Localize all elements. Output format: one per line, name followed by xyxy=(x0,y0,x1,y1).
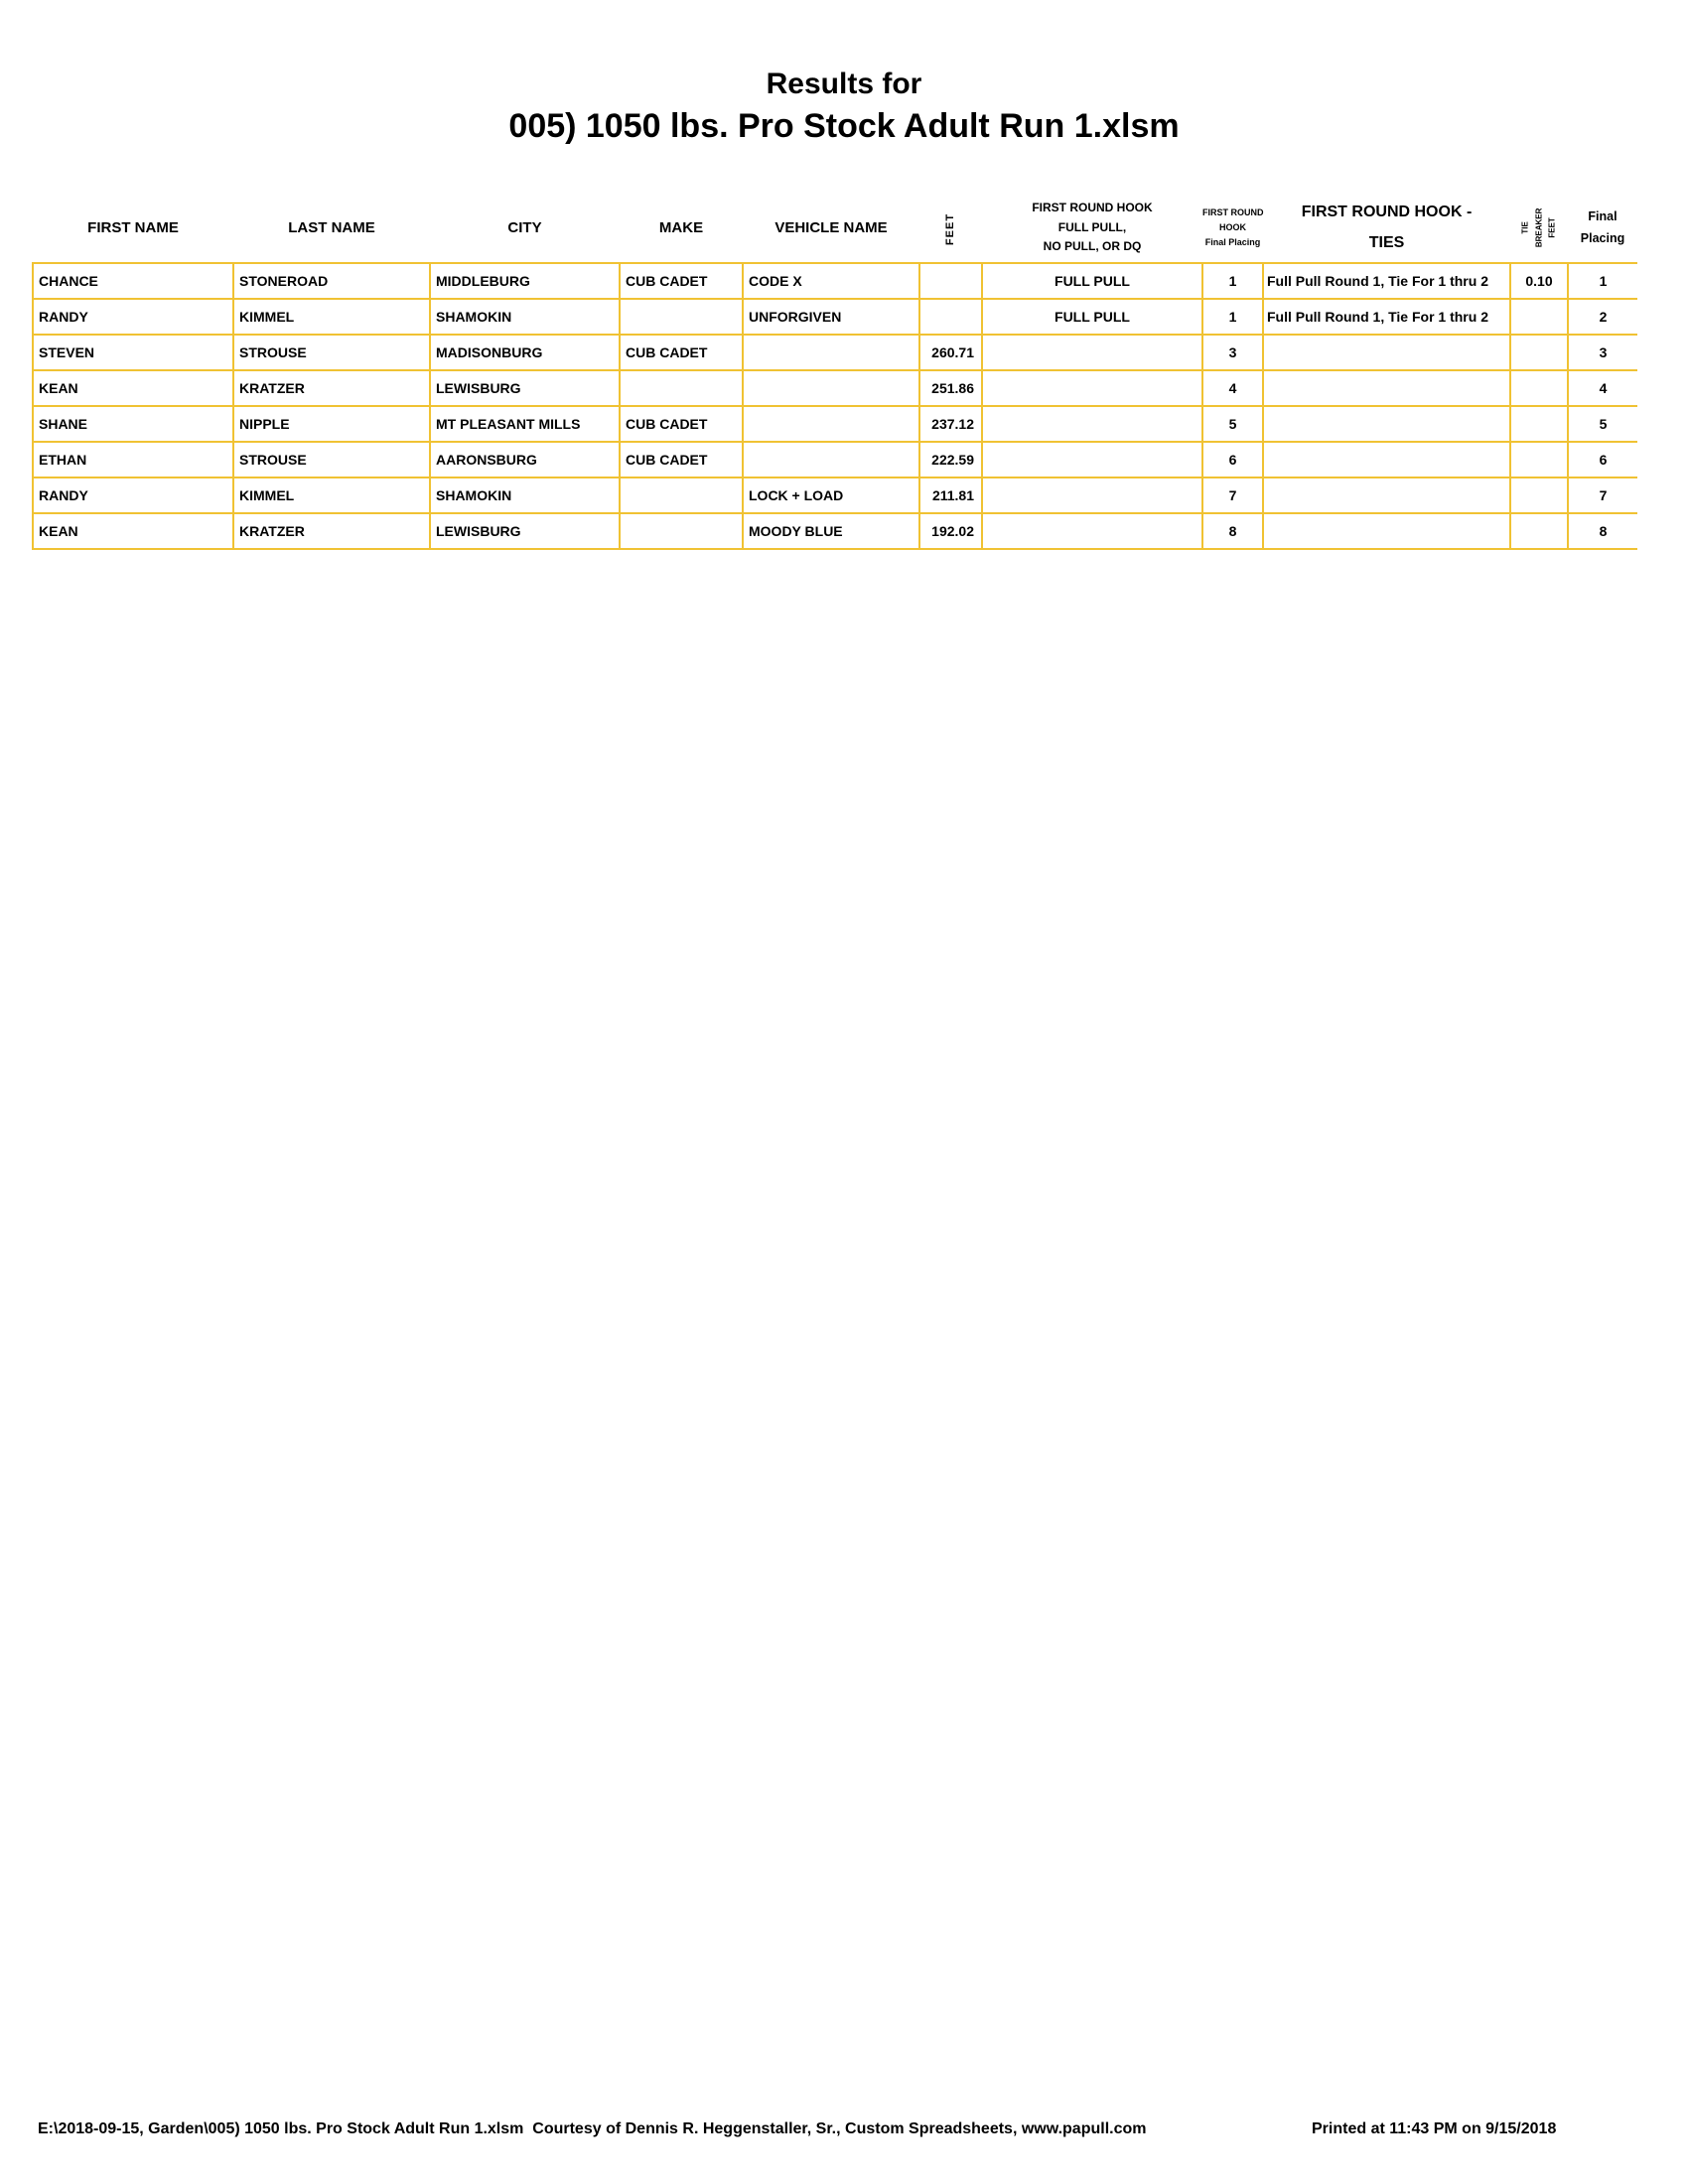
cell-first-round-result xyxy=(982,442,1202,478)
col-header-last-name: LAST NAME xyxy=(288,219,375,236)
cell-city: MADISONBURG xyxy=(430,335,620,370)
col-header-city: CITY xyxy=(507,219,542,236)
cell-vehicle-name: CODE X xyxy=(743,263,919,299)
cell-first-name: KEAN xyxy=(33,513,233,549)
header-line: Final xyxy=(1588,209,1618,224)
cell-first-round-result: FULL PULL xyxy=(982,263,1202,299)
cell-tie-breaker-feet xyxy=(1510,442,1568,478)
cell-city: MIDDLEBURG xyxy=(430,263,620,299)
col-header-tie-breaker-feet xyxy=(1510,194,1568,263)
cell-first-name: RANDY xyxy=(33,478,233,513)
cell-ties xyxy=(1263,513,1510,549)
cell-vehicle-name: LOCK + LOAD xyxy=(743,478,919,513)
table-row xyxy=(33,442,1637,478)
cell-final-placing: 6 xyxy=(1568,442,1637,478)
cell-last-name: STROUSE xyxy=(233,442,430,478)
results-table xyxy=(32,194,1637,550)
cell-first-round-result xyxy=(982,406,1202,442)
cell-last-name: KIMMEL xyxy=(233,478,430,513)
cell-make xyxy=(620,370,743,406)
col-header-first-round-placing xyxy=(1202,194,1263,263)
cell-first-name: ETHAN xyxy=(33,442,233,478)
header-line: NO PULL, OR DQ xyxy=(1043,239,1142,254)
table-row xyxy=(33,370,1637,406)
cell-tie-breaker-feet xyxy=(1510,299,1568,335)
cell-final-placing: 2 xyxy=(1568,299,1637,335)
cell-make: CUB CADET xyxy=(620,335,743,370)
cell-ties xyxy=(1263,335,1510,370)
cell-tie-breaker-feet xyxy=(1510,370,1568,406)
cell-tie-breaker-feet xyxy=(1510,478,1568,513)
cell-feet xyxy=(919,299,982,335)
table-row xyxy=(33,299,1637,335)
cell-first-round-placing: 1 xyxy=(1202,263,1263,299)
cell-first-round-placing: 3 xyxy=(1202,335,1263,370)
cell-first-round-placing: 5 xyxy=(1202,406,1263,442)
cell-feet: 251.86 xyxy=(919,370,982,406)
cell-vehicle-name: UNFORGIVEN xyxy=(743,299,919,335)
cell-feet: 260.71 xyxy=(919,335,982,370)
cell-final-placing: 8 xyxy=(1568,513,1637,549)
cell-feet xyxy=(919,263,982,299)
header-line: BREAKER xyxy=(1534,207,1544,248)
cell-first-round-result: FULL PULL xyxy=(982,299,1202,335)
cell-final-placing: 1 xyxy=(1568,263,1637,299)
page-subtitle-filename: 005) 1050 lbs. Pro Stock Adult Run 1.xlsm xyxy=(508,107,1180,145)
cell-city: MT PLEASANT MILLS xyxy=(430,406,620,442)
footer-printed-timestamp: Printed at 11:43 PM on 9/15/2018 xyxy=(1312,2120,1557,2137)
col-header-vehicle-name: VEHICLE NAME xyxy=(774,219,888,236)
cell-first-round-placing: 7 xyxy=(1202,478,1263,513)
cell-ties: Full Pull Round 1, Tie For 1 thru 2 xyxy=(1263,299,1510,335)
cell-make: CUB CADET xyxy=(620,442,743,478)
header-line: Final Placing xyxy=(1204,237,1261,248)
cell-city: LEWISBURG xyxy=(430,513,620,549)
cell-first-round-result xyxy=(982,370,1202,406)
cell-first-name: KEAN xyxy=(33,370,233,406)
cell-ties: Full Pull Round 1, Tie For 1 thru 2 xyxy=(1263,263,1510,299)
cell-feet: 222.59 xyxy=(919,442,982,478)
cell-first-name: RANDY xyxy=(33,299,233,335)
cell-last-name: KRATZER xyxy=(233,370,430,406)
cell-first-name: STEVEN xyxy=(33,335,233,370)
cell-final-placing: 5 xyxy=(1568,406,1637,442)
header-line: TIES xyxy=(1368,233,1405,251)
table-row xyxy=(33,335,1637,370)
cell-tie-breaker-feet xyxy=(1510,406,1568,442)
header-line: FEET xyxy=(1547,217,1557,238)
col-header-final-placing xyxy=(1568,194,1637,263)
header-line: TIE xyxy=(1520,221,1530,234)
header-line: FIRST ROUND HOOK xyxy=(1032,200,1153,214)
col-header-first-round-result xyxy=(982,194,1202,263)
cell-first-round-result xyxy=(982,513,1202,549)
col-header-tie-breaker-rotated-label xyxy=(1519,208,1560,248)
cell-vehicle-name xyxy=(743,442,919,478)
cell-ties xyxy=(1263,478,1510,513)
cell-tie-breaker-feet xyxy=(1510,513,1568,549)
cell-first-round-placing: 6 xyxy=(1202,442,1263,478)
cell-last-name: NIPPLE xyxy=(233,406,430,442)
header-line: HOOK xyxy=(1219,221,1246,232)
col-header-first-name: FIRST NAME xyxy=(87,219,179,236)
cell-last-name: KIMMEL xyxy=(233,299,430,335)
cell-first-round-placing: 8 xyxy=(1202,513,1263,549)
table-row xyxy=(33,406,1637,442)
cell-vehicle-name xyxy=(743,370,919,406)
cell-ties xyxy=(1263,370,1510,406)
cell-first-round-result xyxy=(982,335,1202,370)
cell-make xyxy=(620,299,743,335)
header-line: Placing xyxy=(1580,230,1625,245)
table-row xyxy=(33,513,1637,549)
col-header-make: MAKE xyxy=(658,219,704,236)
cell-make: CUB CADET xyxy=(620,263,743,299)
cell-feet: 192.02 xyxy=(919,513,982,549)
cell-vehicle-name xyxy=(743,335,919,370)
cell-final-placing: 3 xyxy=(1568,335,1637,370)
header-line: FIRST ROUND xyxy=(1202,206,1264,217)
cell-ties xyxy=(1263,406,1510,442)
cell-city: AARONSBURG xyxy=(430,442,620,478)
cell-city: SHAMOKIN xyxy=(430,478,620,513)
col-header-feet-rotated-label: FEET xyxy=(944,212,957,245)
cell-ties xyxy=(1263,442,1510,478)
table-row xyxy=(33,478,1637,513)
header-line: FIRST ROUND HOOK - xyxy=(1301,204,1473,221)
col-header-feet xyxy=(919,194,982,263)
cell-first-name: SHANE xyxy=(33,406,233,442)
cell-city: LEWISBURG xyxy=(430,370,620,406)
cell-last-name: STROUSE xyxy=(233,335,430,370)
cell-city: SHAMOKIN xyxy=(430,299,620,335)
cell-feet: 211.81 xyxy=(919,478,982,513)
cell-vehicle-name: MOODY BLUE xyxy=(743,513,919,549)
header-line: FULL PULL, xyxy=(1057,219,1127,234)
cell-make: CUB CADET xyxy=(620,406,743,442)
footer-file-path-credit: E:\2018-09-15, Garden\005) 1050 lbs. Pro Stock Adult Run 1.xlsm Courtesy of Dennis R. Heggenstaller, Sr., Custom Spreadsheets, www.papull.com xyxy=(38,2120,1147,2137)
cell-first-round-placing: 4 xyxy=(1202,370,1263,406)
col-header-ties xyxy=(1263,194,1510,263)
cell-last-name: KRATZER xyxy=(233,513,430,549)
cell-feet: 237.12 xyxy=(919,406,982,442)
table-row xyxy=(33,263,1637,299)
page-title: Results for xyxy=(766,68,922,100)
cell-last-name: STONEROAD xyxy=(233,263,430,299)
cell-final-placing: 7 xyxy=(1568,478,1637,513)
cell-make xyxy=(620,513,743,549)
cell-first-name: CHANCE xyxy=(33,263,233,299)
cell-final-placing: 4 xyxy=(1568,370,1637,406)
cell-first-round-placing: 1 xyxy=(1202,299,1263,335)
cell-first-round-result xyxy=(982,478,1202,513)
cell-tie-breaker-feet: 0.10 xyxy=(1510,263,1568,299)
header-row xyxy=(33,194,1637,263)
cell-vehicle-name xyxy=(743,406,919,442)
cell-tie-breaker-feet xyxy=(1510,335,1568,370)
cell-make xyxy=(620,478,743,513)
